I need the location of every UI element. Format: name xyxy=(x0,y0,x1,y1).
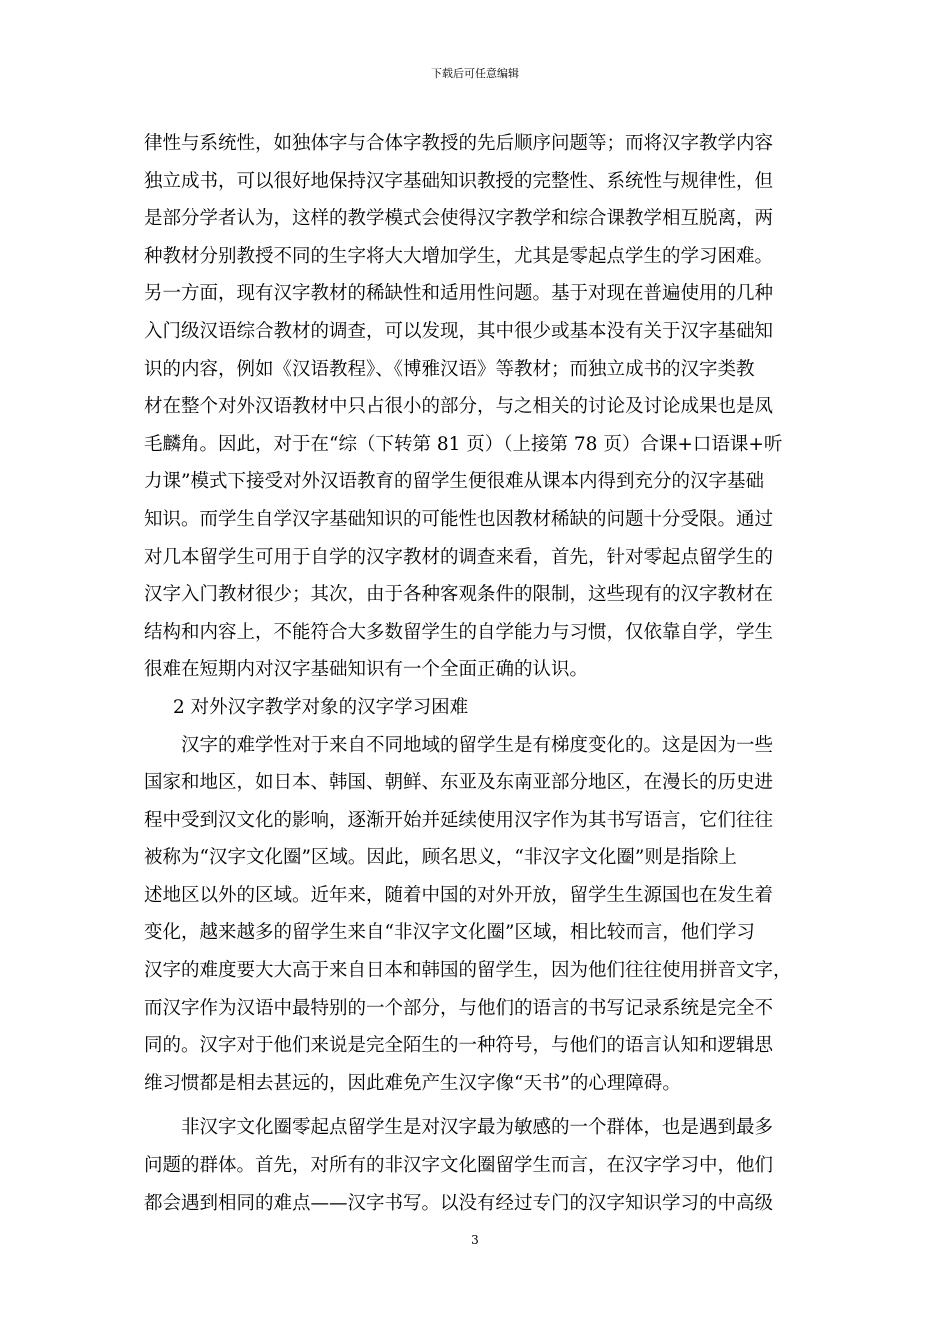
body-text xyxy=(144,125,804,1222)
text-line: 问题的群体。首先，对所有的非汉字文化圈留学生而言，在汉字学习中，他们 xyxy=(144,1155,774,1177)
text-line: 知识。而学生自学汉字基础知识的可能性也因教材稀缺的问题十分受限。通过 xyxy=(144,508,774,530)
paragraph-3 xyxy=(144,1109,804,1222)
page-header: 下载后可任意编辑 xyxy=(431,67,519,80)
text-line: 非汉字文化圈零起点留学生是对汉字最为敏感的一个群体，也是遇到最多 xyxy=(181,1117,774,1139)
text-line: 程中受到汉文化的影响，逐渐开始并延续使用汉字作为其书写语言，它们往往 xyxy=(144,809,774,831)
text-line: 种教材分别教授不同的生字将大大增加学生，尤其是零起点学生的学习困难。 xyxy=(144,245,774,267)
text-line: 同的。汉字对于他们来说是完全陌生的一种符号，与他们的语言认知和逻辑思 xyxy=(144,1035,774,1057)
text-line: 变化，越来越多的留学生来自“非汉字文化圈”区域，相比较而言，他们学习 xyxy=(144,922,755,944)
text-line: 都会遇到相同的难点——汉字书写。以没有经过专门的汉字知识学习的中高级 xyxy=(144,1192,774,1214)
text-line: 汉字入门教材很少；其次，由于各种客观条件的限制，这些现有的汉字教材在 xyxy=(144,584,774,606)
section-heading: 2 对外汉字教学对象的汉字学习困难 xyxy=(173,696,469,718)
text-line: 律性与系统性，如独体字与合体字教授的先后顺序问题等；而将汉字教学内容 xyxy=(144,133,774,154)
text-line: 另一方面，现有汉字教材的稀缺性和适用性问题。基于对现在普遍使用的几种 xyxy=(144,283,774,305)
page-number: 3 xyxy=(471,1233,479,1247)
text-line: 独立成书，可以很好地保持汉字基础知识教授的完整性、系统性与规律性，但 xyxy=(144,170,774,192)
text-line: 维习惯都是相去甚远的，因此难免产生汉字像“天书”的心理障碍。 xyxy=(144,1072,681,1094)
paragraph-1 xyxy=(144,125,804,689)
text-line: 述地区以外的区域。近年来，随着中国的对外开放，留学生生源国也在发生着 xyxy=(144,884,774,906)
paragraph-gap xyxy=(144,1102,804,1109)
paragraph-2 xyxy=(144,727,804,1103)
text-line: 而汉字作为汉语中最特别的一个部分，与他们的语言的书写记录系统是完全不 xyxy=(144,997,774,1019)
text-line: 材在整个对外汉语教材中只占很小的部分，与之相关的讨论及讨论成果也是凤 xyxy=(144,396,774,418)
text-line: 汉字的难度要大大高于来自日本和韩国的留学生，因为他们往往使用拼音文字， xyxy=(144,960,792,982)
text-line: 国家和地区，如日本、韩国、朝鲜、东亚及东南亚部分地区，在漫长的历史进 xyxy=(144,772,774,794)
text-line: 毛麟角。因此，对于在“综（下转第 81 页）（上接第 78 页）合课+口语课+听 xyxy=(144,433,783,455)
text-line: 被称为“汉字文化圈”区域。因此，顾名思义，“非汉字文化圈”则是指除上 xyxy=(144,847,737,869)
text-line: 汉字的难学性对于来自不同地域的留学生是有梯度变化的。这是因为一些 xyxy=(181,734,774,756)
text-line: 结构和内容上，不能符合大多数留学生的自学能力与习惯，仅依靠自学，学生 xyxy=(144,621,774,643)
text-line: 力课”模式下接受对外汉语教育的留学生便很难从课本内得到充分的汉字基础 xyxy=(144,471,764,493)
text-line: 很难在短期内对汉字基础知识有一个全面正确的认识。 xyxy=(144,659,589,681)
text-line: 是部分学者认为，这样的教学模式会使得汉字教学和综合课教学相互脱离，两 xyxy=(144,208,774,230)
text-line: 入门级汉语综合教材的调查，可以发现，其中很少或基本没有关于汉字基础知 xyxy=(144,320,774,342)
text-line: 对几本留学生可用于自学的汉字教材的调查来看，首先，针对零起点留学生的 xyxy=(144,546,774,568)
text-line: 识的内容，例如《汉语教程》、《博雅汉语》等教材；而独立成书的汉字类教 xyxy=(144,358,755,380)
